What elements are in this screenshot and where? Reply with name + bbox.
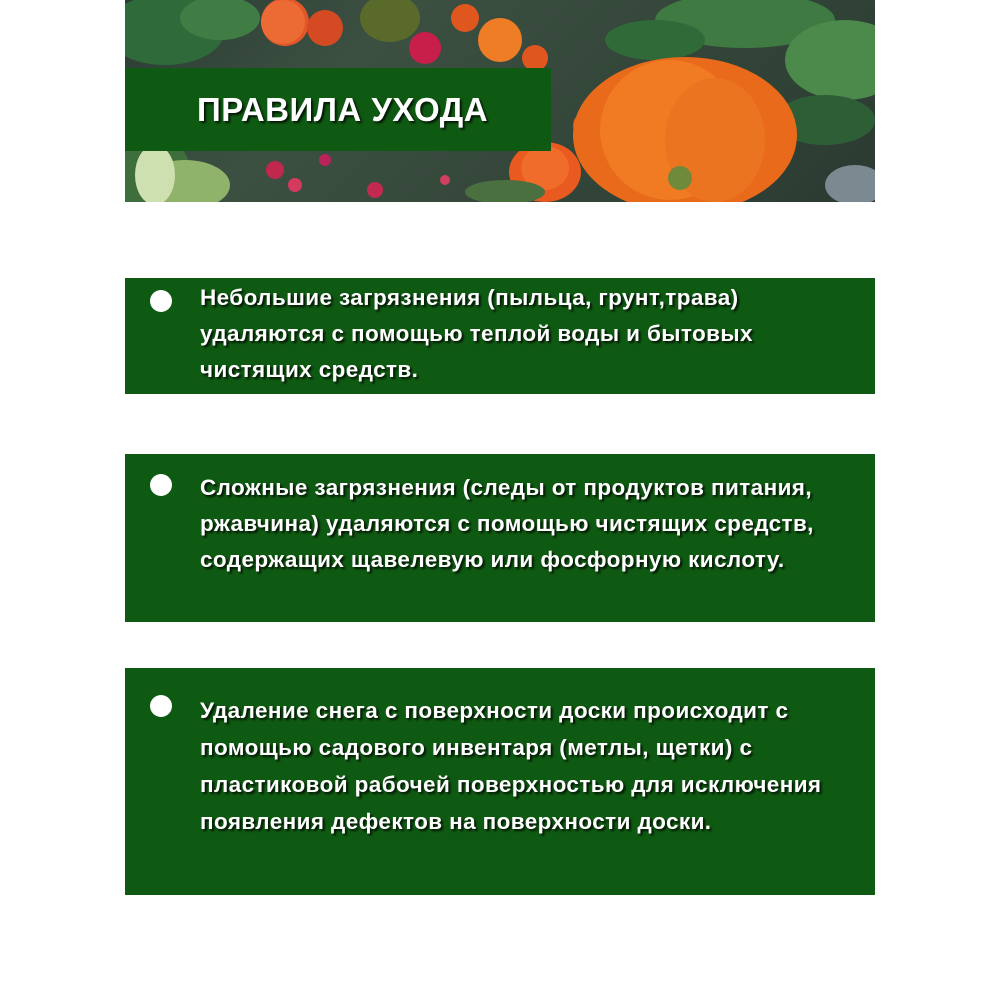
bullet-circle-icon xyxy=(150,474,172,496)
bullet-circle-icon xyxy=(150,695,172,717)
banner xyxy=(125,0,875,202)
rule-item xyxy=(125,278,875,394)
title-box xyxy=(125,68,551,151)
rule-text: Удаление снега с поверхности доски происходит с помощью садового инвентаря (метлы, щетки) с пластиковой рабочей поверхностью для исключения появления дефектов на поверхности доски. xyxy=(200,698,822,834)
rule-item xyxy=(125,668,875,895)
rule-item xyxy=(125,454,875,622)
rule-text: Небольшие загрязнения (пыльца, грунт,трава) удаляются с помощью теплой воды и бытовых чистящих средств. xyxy=(200,285,753,382)
care-rules-card xyxy=(125,0,875,1000)
page-title: ПРАВИЛА УХОДА xyxy=(197,90,489,128)
rule-text: Сложные загрязнения (следы от продуктов питания, ржавчина) удаляются с помощью чистящих средств, содержащих щавелевую или фосфорную кислоту. xyxy=(200,475,814,572)
bullet-circle-icon xyxy=(150,290,172,312)
